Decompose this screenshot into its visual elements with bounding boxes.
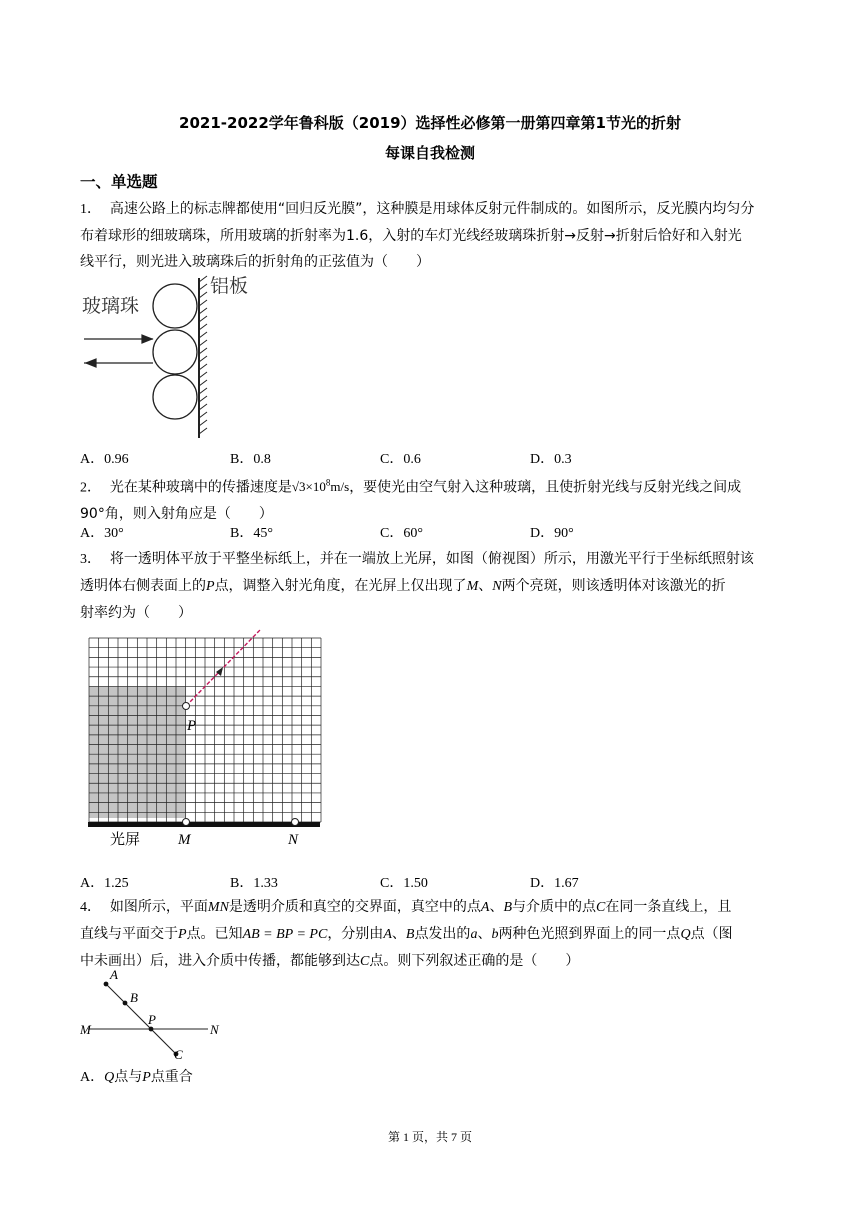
- point-p: [149, 1027, 154, 1032]
- question-1: [80, 196, 780, 275]
- point-m-marker: [183, 819, 190, 826]
- figure-interface: [80, 966, 230, 1062]
- light-screen: [88, 822, 320, 827]
- point-p-marker: [183, 703, 190, 710]
- question-2-line-1: 2． 光在某种玻璃中的传播速度是$√3\times 10^8m/s$，要使光由空气射入这种玻璃，且使折射光线与反射光线之间成: [80, 478, 742, 496]
- label-m: M: [178, 832, 191, 848]
- doc-title: 2021-2022学年鲁科版（2019）选择性必修第一册第四章第1节光的折射: [179, 114, 681, 132]
- option-d[interactable]: D．1.67: [530, 876, 579, 891]
- option-c[interactable]: C．0.6: [380, 452, 421, 467]
- figure-grid-paper: [84, 626, 324, 854]
- point-b: [123, 1001, 128, 1006]
- figure-glass-beads: [80, 272, 270, 442]
- question-4: [80, 894, 780, 975]
- question-4-line-1: 4． 如图所示，平面MN是透明介质和真空的交界面，真空中的点A、B与介质中的点C在同一条直线上，且: [80, 899, 732, 915]
- option-c[interactable]: C．1.50: [380, 876, 428, 891]
- label-n: N: [210, 1022, 219, 1037]
- question-1-line-2: 布着球形的细玻璃珠，所用玻璃的折射率为1.6，入射的车灯光线经玻璃珠折射→反射→折射后恰好和入射光: [80, 228, 742, 244]
- formula: AB = BP = PC: [242, 927, 328, 942]
- option-a[interactable]: A．30°: [80, 526, 124, 541]
- question-2-options: [80, 522, 780, 546]
- label-m: M: [80, 1022, 91, 1037]
- question-4-number: 4．: [80, 900, 101, 915]
- question-1-line-3: 线平行，则光进入玻璃珠后的折射角的正弦值为（ ）: [80, 254, 430, 270]
- returning-arrow-icon: [86, 359, 96, 367]
- bead-middle: [153, 330, 197, 374]
- label-a: A: [110, 967, 118, 982]
- bead-bottom: [153, 375, 197, 419]
- question-1-options: [80, 448, 780, 472]
- option-d[interactable]: D．0.3: [530, 452, 572, 467]
- label-c: C: [174, 1047, 183, 1062]
- question-3-options: [80, 872, 780, 896]
- option-a[interactable]: A．1.25: [80, 876, 129, 891]
- question-3-line-2: 透明体右侧表面上的P点，调整入射光角度，在光屏上仅出现了M、N两个亮斑，则该透明体对该激光的折: [80, 578, 726, 594]
- option-d[interactable]: D．90°: [530, 526, 574, 541]
- point-a: [104, 982, 109, 987]
- doc-subtitle: 每课自我检测: [384, 144, 475, 162]
- question-4-line-2: 直线与平面交于P点。已知AB = BP = PC，分别由A、B点发出的a、b两种色光照到界面上的同一点Q点（图: [80, 926, 733, 942]
- question-3-number: 3．: [80, 552, 101, 567]
- label-b: B: [130, 990, 138, 1005]
- label-glass-beads: 玻璃珠: [82, 296, 140, 317]
- question-4-line-3: 中未画出）后，进入介质中传播，都能够到达C点。则下列叙述正确的是（ ）: [80, 953, 580, 969]
- question-2: [80, 470, 780, 527]
- section-heading: 一、单选题: [80, 173, 158, 191]
- point-n-marker: [292, 819, 299, 826]
- bead-top: [153, 284, 197, 328]
- question-1-line-1: 1． 高速公路上的标志牌都使用“回归反光膜”，这种膜是用球体反射元件制成的。如图所示，反光膜内均匀分: [80, 201, 755, 217]
- question-2-line-2: 90°角，则入射角应是（ ）: [80, 506, 273, 523]
- option-b[interactable]: B．0.8: [230, 452, 271, 467]
- question-1-number: 1．: [80, 202, 101, 217]
- laser-ray: [186, 630, 260, 706]
- label-p: P: [187, 718, 197, 734]
- plate-hatching: [199, 276, 207, 434]
- label-screen: 光屏: [110, 832, 141, 848]
- option-c[interactable]: C．60°: [380, 526, 423, 541]
- option-a[interactable]: A．0.96: [80, 452, 129, 467]
- question-3-line-1: 3． 将一透明体平放于平整坐标纸上，并在一端放上光屏，如图（俯视图）所示，用激光平行于坐标纸照射该: [80, 551, 754, 567]
- option-b[interactable]: B．1.33: [230, 876, 278, 891]
- question-2-number: 2．: [80, 480, 101, 496]
- page-footer: 第 1 页，共 7 页: [387, 1130, 472, 1144]
- label-aluminum-plate: 铝板: [210, 276, 249, 297]
- option-b[interactable]: B．45°: [230, 526, 273, 541]
- question-3: [80, 546, 780, 626]
- label-p: P: [148, 1012, 156, 1027]
- question-4-option-a[interactable]: A．Q点与P点重合: [80, 1069, 193, 1085]
- label-n: N: [288, 832, 299, 848]
- speed-value: $√3\times 10^8m/s$: [291, 478, 350, 495]
- incident-arrow-icon: [142, 335, 152, 343]
- question-3-line-3: 射率约为（ ）: [80, 605, 192, 621]
- line-abpc: [106, 984, 176, 1054]
